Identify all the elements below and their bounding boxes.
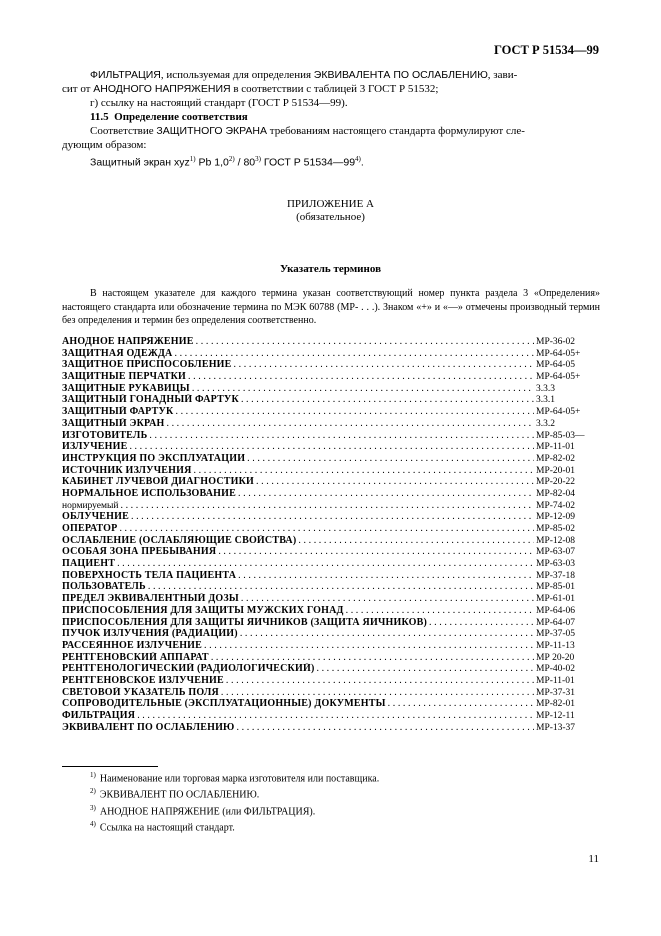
dot-leader: [174, 348, 534, 360]
index-ref: МР-64-06: [536, 605, 576, 616]
dot-leader: [188, 371, 534, 383]
index-term: ИЗЛУЧЕНИЕ: [62, 441, 128, 453]
item-g: г) ссылку на настоящий стандарт (ГОСТ Р 51534—99).: [90, 97, 348, 109]
index-ref: МР-74-02: [536, 500, 576, 511]
index-term: ЗАЩИТНЫЕ ПЕРЧАТКИ: [62, 371, 187, 383]
index-term: НОРМАЛЬНОЕ ИСПОЛЬЗОВАНИЕ: [62, 487, 237, 499]
index-term: СОПРОВОДИТЕЛЬНЫЕ (ЭКСПЛУАТАЦИОННЫЕ) ДОКУМЕНТЫ: [62, 698, 386, 710]
index-term: ОСОБАЯ ЗОНА ПРЕБЫВАНИЯ: [62, 546, 217, 558]
index-row: [62, 558, 600, 570]
dot-leader: [166, 418, 534, 430]
index-row: [62, 430, 600, 442]
footnote-text: ЭКВИВАЛЕНТ ПО ОСЛАБЛЕНИЮ.: [99, 789, 260, 801]
index-term: ИЗГОТОВИТЕЛЬ: [62, 429, 148, 441]
index-ref: МР-20-01: [536, 465, 576, 476]
footnote-ref: 4): [355, 155, 361, 163]
index-term: РЕНТГЕНОЛОГИЧЕСКИЙ (РАДИОЛОГИЧЕСКИЙ): [62, 663, 315, 675]
page-number: 11: [588, 853, 599, 865]
dot-leader: [120, 500, 534, 512]
index-ref: МР-82-01: [536, 699, 576, 710]
index-term: ПАЦИЕНТ: [62, 558, 116, 570]
index-ref: МР 20-20: [536, 652, 575, 663]
example-text: Pb 1,0: [195, 156, 229, 169]
text-segment: в соответствии с таблицей 3 ГОСТ Р 51532;: [230, 83, 439, 95]
term-filtration: ФИЛЬТРАЦИЯ: [90, 69, 161, 81]
index-ref: МР-40-02: [536, 664, 576, 675]
index-row: [62, 687, 600, 699]
footnote: [90, 785, 379, 801]
index-title: Указатель терминов: [279, 263, 382, 275]
index-ref: МР-37-18: [536, 570, 576, 581]
index-term: РАССЕЯННОЕ ИЗЛУЧЕНИЕ: [62, 639, 203, 651]
index-term: ЭКВИВАЛЕНТ ПО ОСЛАБЛЕНИЮ: [62, 721, 235, 733]
dot-leader: [238, 570, 534, 582]
appendix-subtitle: (обязательное): [296, 211, 365, 223]
section-number: 11.5: [90, 111, 109, 123]
dot-leader: [194, 465, 534, 477]
index-ref: МР-20-22: [536, 477, 576, 488]
index-term: АНОДНОЕ НАПРЯЖЕНИЕ: [62, 336, 194, 347]
term-protective-screen: ЗАЩИТНОГО ЭКРАНА: [156, 125, 267, 137]
index-ref: 3.3.2: [536, 418, 555, 429]
index-row: [62, 359, 600, 371]
index-term: ИНСТРУКЦИЯ ПО ЭКСПЛУАТАЦИИ: [62, 452, 246, 464]
index-intro: [62, 287, 600, 328]
index-ref: МР-64-07: [536, 617, 576, 628]
index-ref: МР-11-13: [536, 640, 575, 651]
index-row: [62, 441, 600, 453]
index-term: ЗАЩИТНЫЕ РУКАВИЦЫ: [62, 382, 190, 394]
index-ref: МР-82-04: [536, 488, 576, 499]
index-row: [62, 710, 600, 722]
index-term: ЗАЩИТНАЯ ОДЕЖДА: [62, 347, 173, 359]
appendix-title: ПРИЛОЖЕНИЕ А: [286, 198, 374, 210]
index-row: [62, 406, 600, 418]
index-term: РЕНТГЕНОВСКИЙ АППАРАТ: [62, 651, 209, 663]
dot-leader: [316, 663, 534, 675]
dot-leader: [131, 511, 534, 523]
index-ref: МР-64-05+: [536, 348, 581, 359]
index-ref: 3.3.3: [536, 383, 555, 394]
dot-leader: [137, 710, 534, 722]
index-ref: МР-37-31: [536, 687, 576, 698]
index-ref: МР-13-37: [536, 722, 576, 733]
term-anode-voltage: АНОДНОГО НАПРЯЖЕНИЯ: [93, 83, 231, 95]
text-segment: , используемая для определения: [160, 69, 314, 81]
index-row: [62, 628, 600, 640]
index-row: [62, 476, 600, 488]
example-text: .: [360, 156, 364, 169]
footnote-number: 1): [90, 771, 96, 779]
index-ref: МР-37-05: [536, 629, 576, 640]
index-term: ФИЛЬТРАЦИЯ: [62, 710, 136, 721]
index-ref: МР-85-01: [536, 582, 576, 593]
index-ref: МР-11-01: [536, 442, 575, 453]
index-term: ЗАЩИТНЫЙ ГОНАДНЫЙ ФАРТУК: [62, 394, 239, 406]
index-ref: МР-12-11: [536, 711, 575, 721]
index-ref: МР-61-01: [536, 594, 576, 605]
text-segment: , зави-: [487, 69, 518, 81]
index-ref: МР-63-07: [536, 547, 576, 558]
index-ref: МР-64-05+: [536, 407, 581, 418]
index-term: ОБЛУЧЕНИЕ: [62, 511, 129, 523]
footnote-ref: 1): [189, 155, 196, 163]
top-text-block: [62, 68, 600, 170]
index-ref: 3.3.1: [536, 395, 555, 406]
index-row: [62, 535, 600, 547]
index-term: ПРИСПОСОБЛЕНИЯ ДЛЯ ЗАЩИТЫ ЯИЧНИКОВ (ЗАЩИТА ЯИЧНИКОВ): [62, 616, 428, 628]
footnote-text: Наименование или торговая марка изготовителя или поставщика.: [99, 773, 380, 785]
footnote-number: 2): [90, 787, 96, 796]
index-ref: МР-12-08: [536, 535, 576, 546]
dot-leader: [119, 523, 534, 535]
index-row: [62, 371, 600, 383]
index-term: ЗАЩИТНЫЙ ФАРТУК: [62, 406, 174, 418]
dot-leader: [346, 605, 534, 617]
footnote-text: АНОДНОЕ НАПРЯЖЕНИЕ (или ФИЛЬТРАЦИЯ).: [99, 805, 316, 817]
index-row: [62, 511, 600, 523]
index-ref: МР-85-02: [536, 524, 576, 534]
index-term: ЗАЩИТНОЕ ПРИСПОСОБЛЕНИЕ: [62, 359, 232, 371]
filtration-paragraph-line2: [62, 82, 600, 96]
footnote: [90, 818, 379, 834]
filtration-paragraph: [62, 68, 600, 82]
index-term: ОПЕРАТОР: [62, 523, 118, 534]
index-row: [62, 570, 600, 582]
index-row: [62, 722, 600, 734]
dot-leader: [192, 383, 534, 395]
footnote-number: 3): [90, 803, 96, 812]
index-term: ПРИСПОСОБЛЕНИЯ ДЛЯ ЗАЩИТЫ МУЖСКИХ ГОНАД: [62, 604, 344, 616]
index-row: [62, 488, 600, 500]
index-row: [62, 523, 600, 535]
conformance-paragraph: [62, 124, 600, 138]
footnote: [90, 769, 379, 785]
index-term: нормируемый: [62, 500, 119, 511]
index-ref: МР-63-03: [536, 559, 576, 570]
dot-leader: [240, 628, 534, 640]
index-term: ОСЛАБЛЕНИЕ (ОСЛАБЛЯЮЩИЕ СВОЙСТВА): [62, 534, 297, 546]
text-segment: требованиям настоящего стандарта формулируют сле-: [267, 125, 525, 137]
footnote: [90, 802, 379, 818]
index-term: ЗАЩИТНЫЙ ЭКРАН: [62, 417, 165, 429]
dot-leader: [149, 430, 534, 442]
footnote-text: Ссылка на настоящий стандарт.: [99, 822, 235, 834]
index-row: [62, 663, 600, 675]
example-text: ГОСТ Р 51534—99: [260, 156, 356, 169]
index-term: ИСТОЧНИК ИЗЛУЧЕНИЯ: [62, 464, 192, 476]
index-ref: МР-11-01: [536, 675, 575, 686]
index-ref: МР-85-03—: [536, 430, 585, 441]
text-segment: сит от: [62, 83, 94, 95]
dot-leader: [388, 698, 534, 710]
dot-leader: [129, 441, 534, 453]
footnote-ref: 3): [255, 155, 261, 163]
footnote-divider: [62, 766, 158, 767]
conformance-example: [62, 152, 600, 170]
example-text: Защитный экран xyz: [90, 156, 190, 169]
index-row: [62, 336, 600, 348]
example-text: / 80: [234, 156, 256, 169]
section-heading: [62, 110, 600, 124]
index-row: [62, 593, 600, 605]
index-intro-text: В настоящем указателе для каждого термина указан соответствующий номер пункта раздела 3 «Определения» настоящего стандарта или обозначение термина по МЭК 60788 (МР- . . .). Знаком «+» и «—» отмечены производный термин без определения и термин без определения соответственно.: [62, 288, 600, 326]
index-row: [62, 546, 600, 558]
index-row: [62, 500, 600, 512]
index-term: ПОЛЬЗОВАТЕЛЬ: [62, 581, 146, 593]
dot-leader: [241, 593, 534, 605]
dot-leader: [237, 722, 534, 734]
index-row: [62, 640, 600, 652]
index-row: [62, 348, 600, 360]
dot-leader: [256, 476, 534, 488]
footnotes: [90, 769, 379, 834]
appendix-heading: [0, 198, 661, 224]
index-term: ПРЕДЕЛ ЭКВИВАЛЕНТНЫЙ ДОЗЫ: [62, 593, 239, 605]
footnote-number: 4): [90, 819, 96, 828]
terms-index-list: [62, 336, 600, 733]
section-title: Определение соответствия: [114, 111, 248, 123]
index-row: [62, 394, 600, 406]
index-row: [62, 581, 600, 593]
dot-leader: [241, 394, 534, 406]
index-row: [62, 675, 600, 687]
standard-code-header: ГОСТ Р 51534—99: [493, 43, 599, 57]
dot-leader: [148, 581, 534, 593]
index-row: [62, 605, 600, 617]
index-ref: МР-64-05+: [536, 372, 581, 383]
dot-leader: [221, 687, 534, 699]
index-ref: МР-36-02: [536, 337, 576, 347]
term-attenuation-equivalent: ЭКВИВАЛЕНТА ПО ОСЛАБЛЕНИЮ: [313, 69, 488, 81]
index-row: [62, 698, 600, 710]
dot-leader: [211, 652, 534, 664]
conformance-paragraph-line2: дующим образом:: [62, 139, 147, 151]
index-row: [62, 652, 600, 664]
dot-leader: [238, 488, 534, 500]
index-row: [62, 617, 600, 629]
index-row: [62, 453, 600, 465]
dot-leader: [247, 453, 534, 465]
index-ref: МР-82-02: [536, 453, 576, 464]
dot-leader: [218, 546, 534, 558]
index-ref: МР-64-05: [536, 360, 576, 371]
dot-leader: [298, 535, 534, 547]
dot-leader: [196, 336, 534, 348]
index-row: [62, 418, 600, 430]
index-ref: МР-12-09: [536, 512, 576, 523]
dot-leader: [204, 640, 534, 652]
text-segment: Соответствие: [90, 125, 157, 137]
dot-leader: [429, 617, 534, 629]
dot-leader: [117, 558, 534, 570]
index-term: КАБИНЕТ ЛУЧЕВОЙ ДИАГНОСТИКИ: [62, 476, 255, 488]
footnote-ref: 2): [228, 155, 235, 163]
dot-leader: [226, 675, 534, 687]
index-row: [62, 465, 600, 477]
index-term: ПОВЕРХНОСТЬ ТЕЛА ПАЦИЕНТА: [62, 569, 237, 581]
dot-leader: [234, 359, 534, 371]
index-term: СВЕТОВОЙ УКАЗАТЕЛЬ ПОЛЯ: [62, 686, 219, 698]
index-term: ПУЧОК ИЗЛУЧЕНИЯ (РАДИАЦИИ): [62, 628, 238, 640]
dot-leader: [175, 406, 534, 418]
index-row: [62, 383, 600, 395]
index-term: РЕНТГЕНОВСКОЕ ИЗЛУЧЕНИЕ: [62, 674, 224, 686]
